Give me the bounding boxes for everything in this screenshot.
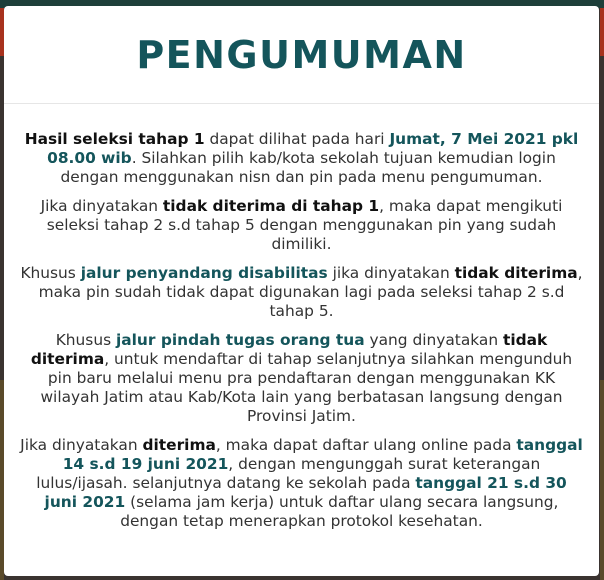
announcement-paragraph	[18, 436, 585, 531]
modal-body	[4, 104, 599, 531]
text-segment: jika dinyatakan	[327, 264, 455, 282]
text-segment: yang dinyatakan	[364, 331, 503, 349]
modal-header	[4, 6, 599, 104]
text-segment: , dengan mengunggah surat keterangan lulus/ijasah. selanjutnya datang ke sekolah pada	[36, 455, 541, 492]
text-segment: Jika dinyatakan	[20, 436, 143, 454]
text-segment: tidak diterima	[30, 331, 548, 368]
text-segment: (selama jam kerja) untuk daftar ulang secara langsung, dengan tetap menerapkan protokol kesehatan.	[120, 493, 559, 530]
text-segment: Hasil seleksi tahap 1	[24, 130, 205, 148]
text-segment: , maka dapat daftar ulang online pada	[215, 436, 517, 454]
modal-title: PENGUMUMAN	[136, 32, 467, 77]
text-segment: jalur penyandang disabilitas	[80, 264, 328, 282]
text-segment: tidak diterima di tahap 1	[162, 197, 380, 215]
text-segment: , maka dapat mengikuti seleksi tahap 2 s.d tahap 5 dengan menggunakan pin yang sudah dimiliki.	[46, 197, 563, 253]
text-segment: Khusus	[20, 264, 81, 282]
announcement-paragraph	[18, 331, 585, 426]
text-segment: Jika dinyatakan	[40, 197, 163, 215]
text-segment: tidak diterima	[454, 264, 578, 282]
text-segment: diterima	[142, 436, 216, 454]
announcement-paragraph	[18, 130, 585, 187]
text-segment: tanggal 14 s.d 19 juni 2021	[62, 436, 583, 473]
background-banner-edge-right	[600, 8, 604, 56]
text-segment: . Silahkan pilih kab/kota sekolah tujuan kemudian login dengan menggunakan nisn dan pin pada menu pengumuman.	[60, 149, 556, 186]
announcement-paragraph	[18, 264, 585, 321]
text-segment: jalur pindah tugas orang tua	[116, 331, 365, 349]
text-segment: , untuk mendaftar di tahap selanjutnya silahkan mengunduh pin baru melalui menu pra pendaftaran dengan menggunakan KK wilayah Jatim atau Kab/Kota lain yang berbatasan langsung dengan Provinsi Jatim.	[40, 350, 573, 425]
text-segment: dapat dilihat pada hari	[204, 130, 390, 148]
background-band-right	[600, 380, 604, 580]
announcement-modal	[4, 6, 599, 576]
text-segment: Khusus	[55, 331, 116, 349]
text-segment: Jumat, 7 Mei 2021 pkl 08.00 wib	[47, 130, 579, 167]
text-segment: tanggal 21 s.d 30 juni 2021	[44, 474, 567, 511]
announcement-paragraph	[18, 197, 585, 254]
text-segment: , maka pin sudah tidak dapat digunakan lagi pada seleksi tahap 2 s.d tahap 5.	[38, 264, 583, 320]
